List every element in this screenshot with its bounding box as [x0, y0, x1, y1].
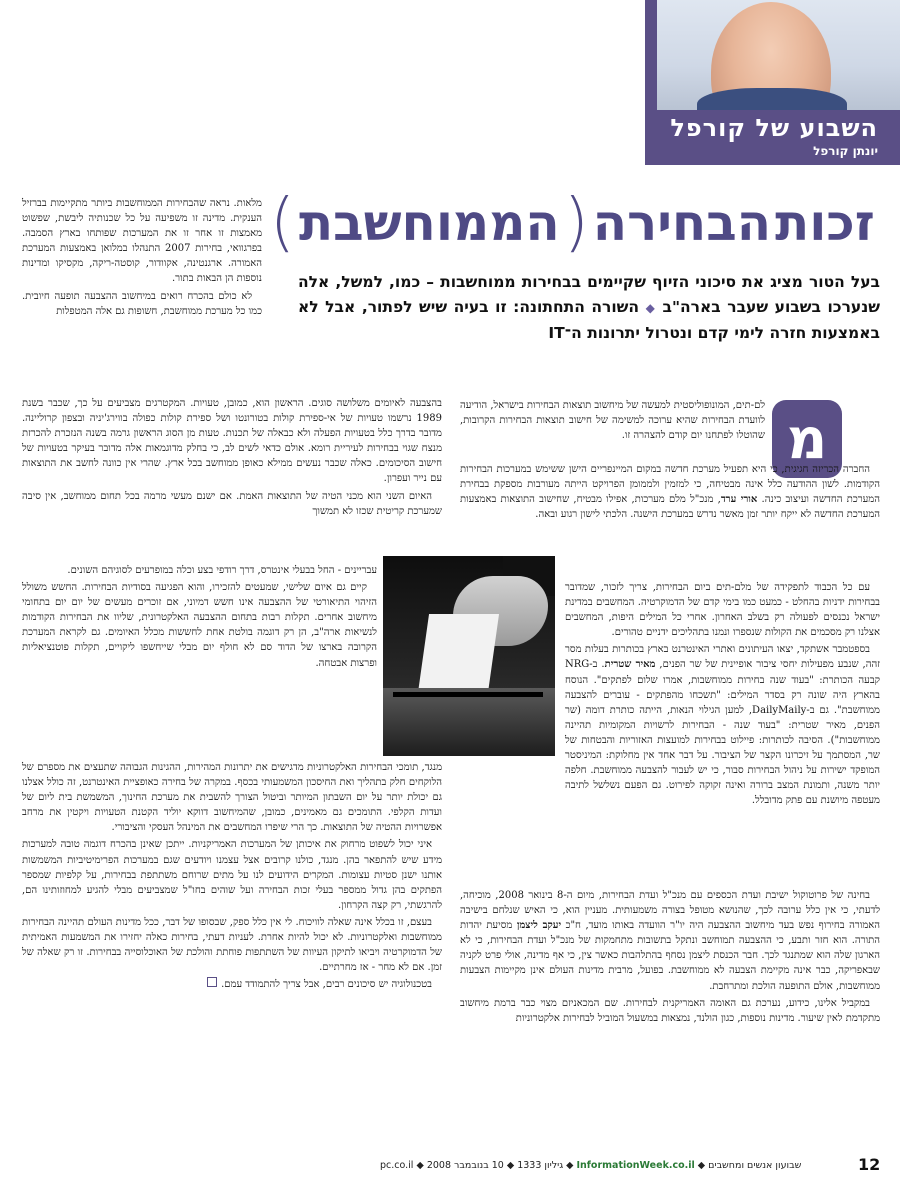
bottom-paragraph-2: איני יכול לשפוט מרחוק את איכותן של המערכות האמריקניות. ייתכן שאינן בהכרח דוגמה טובה למערכות מידע שיש להתפאר בהן. מנגד, כולנו קרובים אצל עצמנו ויודעים שגם במערכות הפרימיטיביות המשמשות אותנו ישנן סטיות עצומות. המקרים הידועים לנו על מתים שרוחם משתתפת בבחירות, על קלפיות שמספר הפתקים בהן גדול ממספר בעלי זכות הבחירה ועל שוהים בחו"ל שמצביעים מבלי להגיע למחוזותינו הם, להרגשתי, רק קצה הקרחון.	[22, 839, 442, 911]
middle-column-bottom	[22, 760, 442, 994]
paragraph-5-text: בחינה של פרוטוקול ישיבת ועדת הכספים עם מנכ"ל ועדת הבחירות, מיום ה-8 בינואר 2008, מוכיחה, לדעתי, כי אין כלל ערובה לכך, שהנושא מטופל בצורה משמעותית. מעניין הוא, כי האיש שנלחם בישיבה האמורה בחירוף נפש בעד מיחשוב ההצבעה היה יו"ר הוועדה באותו מועד, ח"כ	[460, 890, 881, 932]
headline-word-3: הממוחשבת	[298, 193, 560, 252]
footer-publication: שבועון אנשים ומחשבים	[708, 1160, 802, 1171]
paragraph-1: לם-תים, המונופוליסטית למעשה של מיחשוב תוצאות הבחירות בישראל, הודיעה לוועדת הבחירות שהיא ערוכה למשימה של חישוב תוצאות הבחירות הקרובות, שהוטלו לפתחנו יום קודם להצהרה זו.	[460, 400, 765, 442]
headline-bracket-open: (	[563, 185, 589, 260]
left-paragraph-1: מלאות. נראה שהבחירות הממוחשבות ביותר מתקיימות בברזיל הענקית. מדינה זו משפיעה על כל שכנותיה ליבשת, שפשוט מאמצות זו אחר זו את המערכות שפותחו בארץ הסמבה. בפרגוואי, בחירות 2007 התנהלו במלואן באמצעות המערכת האמורה. ארגנטינה, אקוודור, קוסטה-ריקה, מקסיקו ומדינות נוספות הן הבאות בתור.	[22, 198, 262, 285]
middle-paragraph-1: בהצבעה לאיומים משלושה סוגים. הראשון הוא, כמובן, טעויות. המקטרגים מצביעים על כך, שכבר בשנת 1989 נרשמו טעויות של אי-ספירת קולות בטורונטו ושל ספירת קולות כפולה בווירג'יניה ובצפון קרוליינה. מדובר בדרך כלל בטעויות הפעלה ולא כבאלה של תכנות. טעות מן הסוג הראשון גרמה בשנה הנזכרת להכרזת מנצח שגוי בבחירות לעיריית רומא. אולם כדאי לשים לב, כי בחלק מדוגמאות אלה מדובר בעיקר בטעויות של חישוב הסיכומים. כאלה שכבר נעשים ממילא כאופן ממוחשב בכל ארץ. שהרי אין כוונה לחשב את התוצאות עם נייר ועפרון.	[22, 398, 442, 485]
paragraph-4	[565, 642, 880, 808]
diamond-icon: ◆	[645, 301, 656, 315]
middle-paragraph-2: האיום השני הוא מכני הטיה של התוצאות האמת. אם ישנם מעשי מרמה בכל תחום ממוחשב, אין סיבה שמערכת קריטית שכזו לא תמשוך	[22, 490, 442, 517]
deck-part-1: בעל הטור מציג את סיכוני הזיוף שקיימים בבחירות ממוחשבות – כמו, למשל, אלה שנערכו בשבוע שעבר בארה"ב	[298, 273, 880, 316]
paragraph-4-rest: . ב-NRG קבעה הכותרת: "בעוד שנה בחירות ממוחשבות, אמרו שלום לפתקים". הנוסח בהארץ היה שונה רק בסדר המילים: "תשכחו מהפתקים - עוברים להצבעה ממוחשבת". גם ב-DailyMaily, למען הגילוי הנאות, הייתה כותרת דומה (שר הפנים, מאיר שטרית: "בעוד שנה - הבחירות לרשויות המקומיות תהיינה ממוחשבות"). הסיבה לכותרות: פיילוט בבחירות למועצות האזוריות והבטחות של שר, המסתמך על זיכרונו הקצר של הציבור. על דבר אחד אין מחלוקת: המיניסטר המופקד ישירות על ניהול הבחירות סבור, כי יש לעבור להצבעה ממוחשבת. חלפה יותר משנה, ותמונת המצב ברורה ואינה זקוקה לפירוט. גם הפעם נשלשל לתיבה מעטפה מיושנת עם פתק מדובלל.	[565, 659, 880, 807]
bottom-paragraph-1: מנגד, תומכי הבחירות האלקטרוניות מדגישים את יתרונות המהירות, ההגינות הגבוהה שתעצים את מספרם של הלוקחים חלק בתהליך ואת החיסכון המשמעותי בכסף. במקרה של בחירה כאופציית האינטרנט, זה כולל אצלנו גם יכולת יותר על יום השבתון המיותר וביטול הצורך להשבית את מערכת החינוך, המשמשת בית ליום של ועדות הקלפי. התומכים גם מאמינים, כמובן, שהמיחשוב דווקא יוליד הקטנת הטעויות ויקטין את מרחב אפשרויות ההטיה של התוצאות. כך הרי שיפרו המחשבים את המינהל העסקי והציבורי.	[22, 762, 442, 834]
paragraph-2-text: החברה הכריזה חגיגית, כי היא תפעיל מערכת חדשה במקום המיינפריים הישן ששימש במערכות הבחירות הקודמות. לשון ההודעה כלל אינה מבטיחה, כי למזמין ולממומן הפרויקט הייתה מעורבות מספקת בבחירת המערכת החדשה ועיצוב כינה.	[460, 464, 880, 506]
footer-site: InformationWeek.co.il	[576, 1160, 695, 1171]
headline-word-2: הבחירה	[592, 193, 772, 252]
narrow-paragraph-1: עבריינים - החל בבעלי אינטרס, דרך רודפי בצע וכלה במופרעים לסוגיהם השונים.	[67, 565, 377, 576]
closing-line: בטכנולוגיה יש סיכונים רבים, אבל צריך להתמודד עמם.	[221, 979, 432, 991]
middle-column-top	[22, 396, 442, 521]
right-column-lower	[565, 580, 880, 810]
narrow-paragraph-2: קיים גם איום שלישי, שמעטים להזכירו, והוא הפגיעה בסודיות הבחירות. החשש משולל הזיהוי התיאורטי של ההצבעה אינו חשש דמיוני, אם זוכרים מעשים של יום יום בתחומי מיחשוב אחרים. תקלות רבות בתחום ההצבעה האלקטרונית, שליוו את הבחירות הקודמות לנשיאות ארה"ב, הן רק דוגמה בולטת אחת לחששות מכלל האיומים. גם לקראת המערכת הקרובה בארצו של הדוד סם לא חולף יום מבלי שייחשפו ליקויים, תקלות פוטנציאליות ופרצות אבטחה.	[22, 582, 377, 669]
ballot-box	[383, 688, 555, 756]
right-column-bottom	[460, 888, 880, 1028]
footer-issue: גיליון 1333	[517, 1160, 564, 1171]
author-byline: יונתן קורפל	[813, 144, 878, 158]
author-shirt	[697, 88, 847, 110]
footer-pc: pc.co.il	[380, 1160, 414, 1171]
page-number: 12	[858, 1155, 881, 1174]
drop-cap: מ	[772, 400, 842, 478]
right-column-top	[460, 398, 765, 445]
headline-word-1: זכות	[775, 193, 875, 252]
paragraph-2-rest: , מנכ"ל מלם מערכות, אפילו מבטיח, שחישוב התוצאות באמצעות המערכת החדשה לא ייקח יותר זמן מאשר נדרש במערכת הישנה. הלכתי לישון רגוע ובאה.	[460, 494, 880, 521]
author-photo	[657, 0, 900, 110]
middle-column-narrow	[22, 563, 377, 673]
bottom-paragraph-4	[22, 977, 442, 992]
left-paragraph-2: לא כולם בהכרח רואים במיחשוב ההצבעה תופעה חיובית. כמו כל מערכת ממוחשבת, חשופות גם אלה המטפלות	[22, 290, 262, 317]
bottom-paragraph-3: בעצם, זו בכלל אינה שאלה לוויכוח. לי אין כלל ספק, שבסופו של דבר, ככל מדינות העולם תהיינה הבחירות ממוחשבות ואלקטרוניות. לא יכול להיות אחרת. לעניות דעתי, בחירות כאלה יחזירו את המשמעות האמיתית של הדמוקרטיה ויביאו לתיקון העיוות של השתתפות פוחתת והולכת של האוכלוסייה בבחירות. זו רק שאלה של זמן. אם לא מחר - אז מחרתיים.	[22, 916, 442, 974]
deck-part-2: השורה התחתונה: זו בעיה שיש לפתור, אבל לא באמצעות חזרה לימי קדם ונטרול יתרונות ה־IT	[298, 298, 880, 342]
person-name-3: יעקב ליצמן	[516, 920, 562, 932]
paragraph-6: במקביל אלינו, כידוע, נערכת גם האומה האמריקנית לבחירות. שם המכאניזם מצוי כבר ברמת מיחשוב מתקדמת לאין שיעור. מדינות נוספות, כגון הולנד, נמצאות במשעול המוביל לבחירות אלקטרוניות	[460, 997, 880, 1024]
headline-bracket-close: )	[270, 185, 295, 260]
paragraph-5	[460, 888, 880, 994]
paragraph-2	[460, 462, 880, 522]
paragraph-4-text: בספטמבר אשתקד, יצאו העיתונים ואתרי האינטרנט בארץ בכותרות בעלות מסר זהה, שנבע מפעילות יחסי ציבור אופיינית של שר הפנים,	[565, 644, 880, 671]
article-headline	[270, 185, 880, 260]
right-column	[460, 462, 880, 524]
paragraph-3: עם כל הכבוד לתפקידה של מלם-תים ביום הבחירות, צריך לזכור, שמדובר בבחירות ידניות בהחלט - כמעט כמו בימי קדם של הדמוקרטיה. המחשבים במדינת ישראל נכנסים לפעולה רק בשלב האחרון. אחרי כל המילים היפות, המחשבים אצלנו רק מסכמים את הקולות שנספרו ונמנו בתהליכים ידניים טהורים.	[565, 582, 880, 639]
ballot-slot	[393, 692, 543, 697]
page-footer: שבועון אנשים ומחשבים ◆ InformationWeek.co.il ◆ גיליון 1333 ◆ 10 בנובמבר 2008 ◆ pc.co.il	[380, 1160, 802, 1171]
left-column	[22, 196, 262, 321]
article-deck	[298, 270, 880, 346]
person-name-1: אורי ערד	[720, 494, 758, 506]
person-name-2: מאיר שטרית	[604, 659, 656, 671]
paragraph-5-rest: מסיעת יהדות התורה. הוא חזר ותבע, כי ההצבעה תמוחשב ונתקל בתשובות מתחמקות של מנכ"ל ועדת הבחירות, כי לא הארגון שלה הוא שמתנגד לכך. חבר הכנסת ליצמן נסחף בהתלהבות כאשר צין, כי אף מדינה, אולי פרט לקניה שבאפריקה, כבר אינה מקיימת הצבעה לא ממוחשבת. בפועל, מרבית מדינות העולם אינן מקיימות הצבעות ממוחשבות, אולם התופעה הולכת ומתרחבת.	[460, 920, 880, 992]
column-title: השבוע של קורפל	[670, 114, 878, 142]
end-mark-icon	[207, 977, 217, 987]
footer-date: 10 בנובמבר 2008	[426, 1160, 504, 1171]
ballot-box-photo	[383, 556, 555, 756]
